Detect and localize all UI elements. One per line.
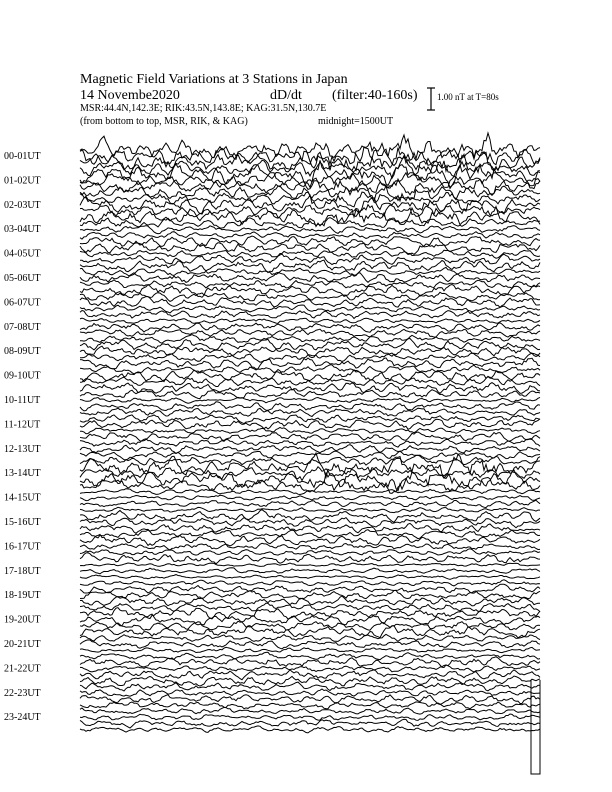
midnight-label: midnight=1500UT xyxy=(318,116,394,127)
hour-label: 23-24UT xyxy=(4,712,41,724)
trace-msr xyxy=(80,553,540,564)
trace-msr xyxy=(80,236,540,247)
hour-label: 06-07UT xyxy=(4,297,41,309)
trace-msr xyxy=(80,455,540,466)
hour-label: 11-12UT xyxy=(4,419,41,431)
trace-rik xyxy=(80,402,540,411)
trace-rik xyxy=(80,329,540,337)
trace-rik xyxy=(80,695,540,705)
hour-label: 00-01UT xyxy=(4,151,41,162)
trace-kag xyxy=(80,445,540,454)
trace-msr xyxy=(80,507,540,512)
trace-msr xyxy=(80,534,540,546)
hour-label: 22-23UT xyxy=(4,687,41,699)
trace-kag xyxy=(80,397,540,403)
hour-label: 14-15UT xyxy=(4,492,41,504)
trace-msr xyxy=(80,580,540,586)
station-order-label: (from bottom to top, MSR, RIK, & KAG) xyxy=(80,116,248,127)
hour-label: 19-20UT xyxy=(4,614,41,626)
trace-kag xyxy=(80,323,540,332)
stations-label: MSR:44.4N,142.3E; RIK:43.5N,143.8E; KAG:31.5N,130.7E xyxy=(80,103,327,114)
trace-rik xyxy=(80,254,540,265)
trace-kag xyxy=(80,272,540,282)
hour-label: 07-08UT xyxy=(4,321,41,333)
date-label: 14 Novembe2020 xyxy=(80,88,180,103)
trace-rik xyxy=(80,428,540,434)
hour-label: 17-18UT xyxy=(4,565,41,577)
hour-label: 18-19UT xyxy=(4,590,41,602)
trace-rik xyxy=(80,451,540,460)
hour-label: 02-03UT xyxy=(4,199,41,211)
trace-msr xyxy=(80,241,540,254)
chart-title: Magnetic Field Variations at 3 Stations in Japan xyxy=(80,72,348,87)
quantity-label: dD/dt xyxy=(270,88,302,103)
trace-msr xyxy=(80,339,540,350)
trace-rik xyxy=(80,647,540,652)
trace-group xyxy=(80,133,540,733)
end-spike-group xyxy=(531,680,540,774)
hour-label: 13-14UT xyxy=(4,468,41,480)
trace-msr xyxy=(80,335,540,344)
hour-label: 10-11UT xyxy=(4,395,41,406)
trace-rik xyxy=(80,596,540,606)
trace-msr xyxy=(80,318,540,323)
trace-rik xyxy=(80,353,540,362)
trace-kag xyxy=(80,297,540,308)
scale-bar xyxy=(427,88,435,110)
hour-label: 05-06UT xyxy=(4,273,41,284)
trace-kag xyxy=(80,568,540,574)
trace-kag xyxy=(80,495,540,501)
trace-msr xyxy=(80,530,540,539)
hour-label: 12-13UT xyxy=(4,443,41,455)
trace-msr xyxy=(80,390,540,399)
end-spike xyxy=(531,680,540,774)
hour-label: 16-17UT xyxy=(4,541,41,553)
hour-label: 08-09UT xyxy=(4,346,41,358)
trace-rik xyxy=(80,549,540,555)
trace-msr xyxy=(80,563,540,566)
trace-rik xyxy=(80,719,540,728)
hour-label: 04-05UT xyxy=(4,248,41,260)
trace-msr xyxy=(80,657,540,668)
hour-label: 15-16UT xyxy=(4,517,41,528)
trace-rik xyxy=(80,205,540,219)
hour-label: 09-10UT xyxy=(4,370,41,382)
trace-msr xyxy=(80,682,540,691)
trace-msr xyxy=(80,285,540,298)
trace-msr xyxy=(80,634,540,641)
trace-msr xyxy=(80,156,540,179)
trace-msr xyxy=(80,365,540,374)
trace-msr xyxy=(80,207,540,227)
hour-label-group xyxy=(4,151,41,723)
hour-label: 20-21UT xyxy=(4,639,41,650)
trace-msr xyxy=(80,133,540,162)
trace-msr xyxy=(80,702,540,709)
scale-bar-label: 1.00 nT at T=80s xyxy=(437,92,499,102)
trace-kag xyxy=(80,689,540,696)
trace-msr xyxy=(80,652,540,659)
trace-kag xyxy=(80,226,540,234)
trace-kag xyxy=(80,665,540,672)
trace-kag xyxy=(80,714,540,720)
hour-label: 01-02UT xyxy=(4,175,41,187)
filter-label: (filter:40-160s) xyxy=(332,88,418,103)
hour-label: 21-22UT xyxy=(4,663,41,675)
trace-msr xyxy=(80,726,540,733)
trace-rik xyxy=(80,575,540,580)
trace-rik xyxy=(80,500,540,507)
hour-label: 03-04UT xyxy=(4,224,41,236)
trace-kag xyxy=(80,250,540,258)
trace-kag xyxy=(80,640,540,649)
